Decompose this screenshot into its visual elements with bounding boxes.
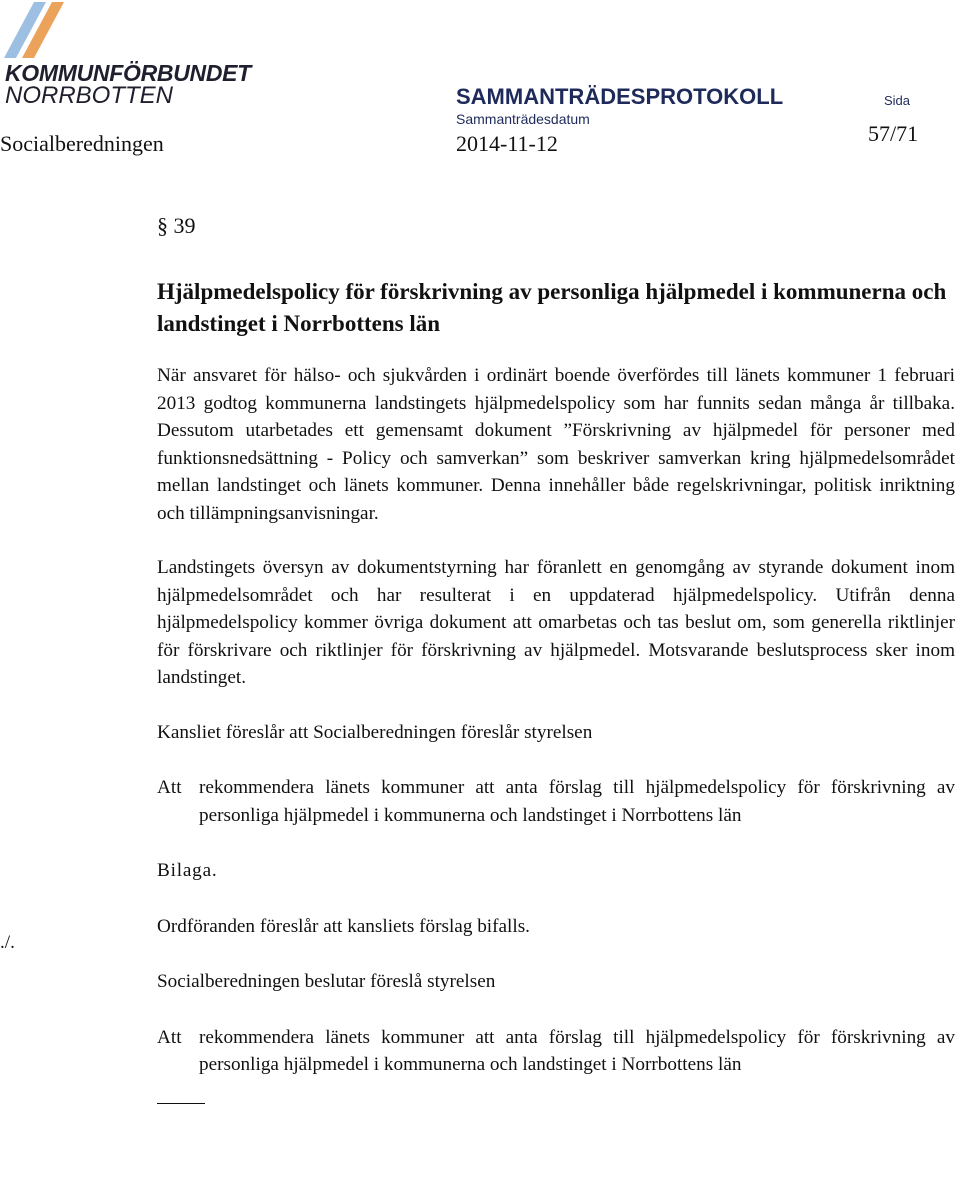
attachment-label: Bilaga. xyxy=(157,860,218,881)
minutes-section xyxy=(157,212,955,1104)
att-keyword: Att xyxy=(157,777,182,798)
att-text: rekommendera länets kommuner att anta förslag till hjälpmedelspolicy för förskrivning av personliga hjälpmedel i kommunerna och landstinget i Norrbottens län xyxy=(199,777,955,826)
page-label: Sida xyxy=(884,93,911,108)
decision-att-clause xyxy=(157,1024,955,1079)
decision-att-keyword: Att xyxy=(157,1026,182,1048)
body-paragraph-2: Landstingets översyn av dokumentstyrning har föranlett en genomgång av styrande dokument inom hjälpmedelsområdet och har resulterat i en uppdaterad hjälpmedelspolicy. Utifrån denna hjälpmedelspolicy kommer övriga dokument att omarbetas och tas beslut om, som generella riktlinjer för förskrivare och riktlinjer för förskrivning av hjälpmedel. Motsvarande beslutsprocess sker inom landstinget. xyxy=(157,557,955,688)
logo-text-line1: KOMMUNFÖRBUNDET xyxy=(5,60,251,86)
meeting-date-label: Sammanträdesdatum xyxy=(456,111,590,127)
logo-text-line2: NORRBOTTEN xyxy=(5,82,173,109)
end-rule xyxy=(157,1103,205,1104)
decision-intro: Socialberedningen beslutar föreslå styrelsen xyxy=(157,971,496,992)
decision-att-text: rekommendera länets kommuner att anta förslag till hjälpmedelspolicy för förskrivning av personliga hjälpmedel i kommunerna och landstinget i Norrbottens län xyxy=(199,1026,955,1075)
body-paragraph-1: När ansvaret för hälso- och sjukvården i ordinärt boende överfördes till länets kommuner 1 februari 2013 godtog kommunerna landstingets hjälpmedelspolicy som har funnits sedan många år tillbaka. Dessutom utarbetades ett gemensamt dokument ”Förskrivning av hjälpmedel för personer med funktionsnedsättning - Policy och samverkan” som beskriver samverkan kring hjälpmedelsområdet mellan landstinget och länets kommuner. Denna innehåller både regelskrivningar, politisk inriktning och tillämpningsanvisningar. xyxy=(157,365,955,524)
meeting-date: 2014-11-12 xyxy=(456,131,558,156)
attachment-margin-mark: ./. xyxy=(0,932,15,953)
committee-name: Socialberedningen xyxy=(0,131,164,156)
proposal-att-clause xyxy=(157,774,955,829)
chair-proposal: Ordföranden föreslår att kansliets förslag bifalls. xyxy=(157,915,530,937)
document-title: SAMMANTRÄDESPROTOKOLL xyxy=(456,84,784,109)
page-number: 57/71 xyxy=(868,121,919,146)
section-heading: Hjälpmedelspolicy för förskrivning av personliga hjälpmedel i kommunerna och landstinget i Norrbottens län xyxy=(157,279,947,336)
section-number: § 39 xyxy=(157,213,196,238)
logo-emblem xyxy=(0,0,66,62)
proposal-intro: Kansliet föreslår att Socialberedningen föreslår styrelsen xyxy=(157,721,593,743)
